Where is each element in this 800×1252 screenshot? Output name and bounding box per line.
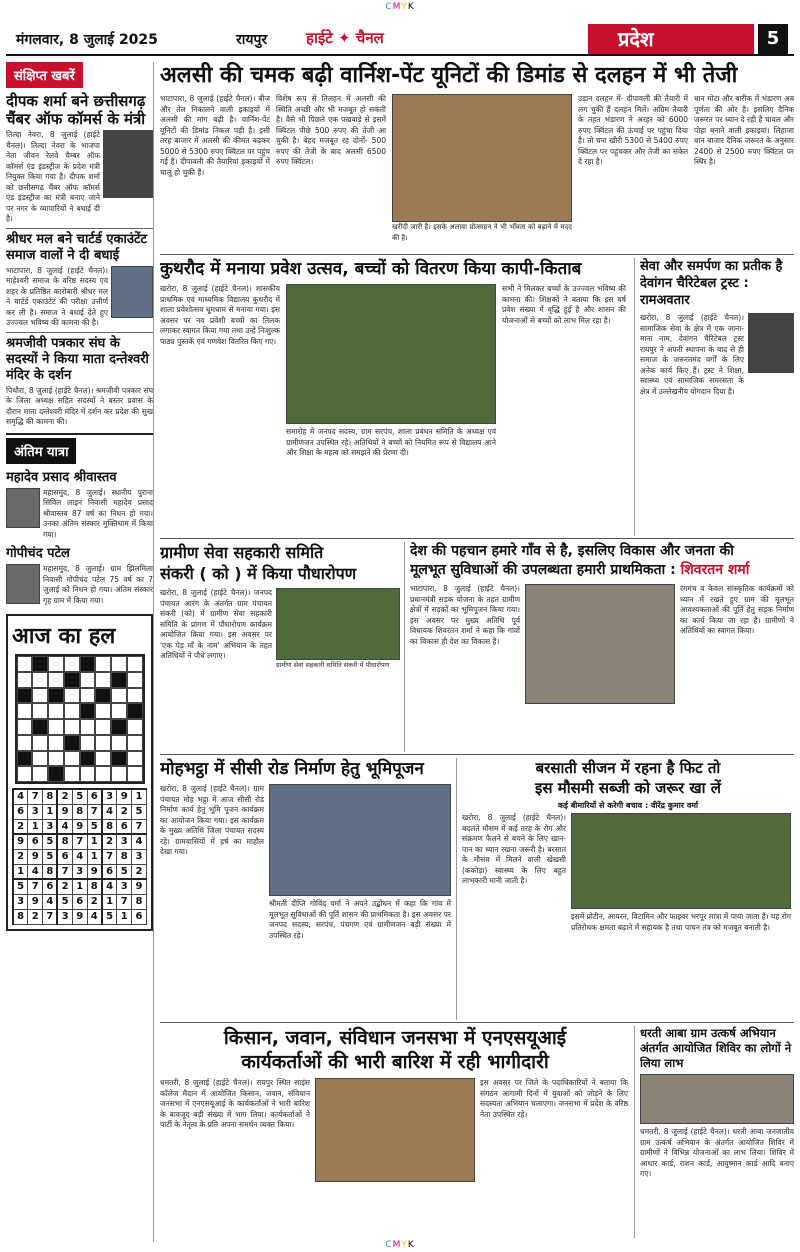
sudoku-cell: 3 <box>117 834 132 849</box>
sudoku-cell: 4 <box>28 864 43 879</box>
village-headline-1: देश की पहचान हमारे गाँव से है, इसलिए विकास और जनता की <box>410 543 734 559</box>
top-story-headline: अलसी की चमक बढ़ी वार्निश-पेंट यूनिटों की डिमांड से दलहन में भी तेजी <box>160 63 738 88</box>
sudoku-solution <box>12 788 147 925</box>
school-story-body-1: खरोरा, 8 जुलाई (हाईटे चैनल)। शासकीय प्राथमिक एवं माध्यमिक विद्यालय कुथरौद में शाला प्रवेशोत्सव धूमधाम से मनाया गया। इस अवसर पर नव प्रवेशी बच्चों का तिलक लगाकर स्वागत किया गया तथा उन्हें निःशुल्क पाठ्य पुस्तकें एवं गणवेश वितरित किए गए। <box>160 284 280 346</box>
sudoku-cell: 9 <box>13 834 28 849</box>
camp-story <box>640 1026 794 1238</box>
sudoku-cell: 8 <box>117 849 132 864</box>
camp-photo <box>640 1074 794 1124</box>
sudoku-cell: 9 <box>117 789 132 804</box>
sudoku-cell: 5 <box>87 819 102 834</box>
school-story-headline: कुथरौद में मनाया प्रवेश उत्सव, बच्चों को वितरण किया कापी-किताब <box>160 259 582 279</box>
nsui-headline-1: किसान, जवान, संविधान जनसभा में एनएसयूआई <box>223 1027 567 1049</box>
sudoku-row <box>13 909 147 924</box>
sudoku-cell: 6 <box>43 879 58 894</box>
trust-story-headline: सेवा और समर्पण का प्रतीक है देवांगन चैरिटेबल ट्रस्ट : रामअवतार <box>640 259 783 308</box>
solutions-title: आज का हल <box>12 624 116 649</box>
sudoku-row <box>13 864 147 879</box>
sudoku-row <box>13 789 147 804</box>
cc-road-photo <box>269 784 451 896</box>
sudoku-cell: 3 <box>43 819 58 834</box>
cc-road-story <box>160 758 452 1020</box>
sudoku-cell: 2 <box>13 849 28 864</box>
sudoku-cell: 7 <box>28 879 43 894</box>
sudoku-cell: 4 <box>87 909 102 924</box>
sudoku-cell: 5 <box>132 804 147 819</box>
plantation-story <box>160 542 400 752</box>
sudoku-cell: 4 <box>102 879 117 894</box>
village-photo <box>525 584 675 704</box>
vegetable-headline-1: बरसाती सीजन में रहना है फिट तो <box>535 759 721 777</box>
sudoku-cell: 1 <box>13 864 28 879</box>
cc-road-body: खरोरा, 8 जुलाई (हाईटे चैनल)। ग्राम पंचायत मोह भट्ठा में आज सीसी रोड निर्माण कार्य हेतु भूमि पूजन कार्यक्रम का आयोजन किया गया। इस कार्यक्रम के मुख्य अतिथि जिला पंचायत सदस्य रहे। ग्रामवासियों में हर्ष का माहौल देखा गया। <box>160 784 264 856</box>
school-story-body-3: सभी ने मिलकर बच्चों के उज्ज्वल भविष्य की कामना की। शिक्षकों ने बताया कि इस वर्ष प्रवेश संख्या में वृद्धि हुई है और शासन की योजनाओं से बच्चों को लाभ मिल रहा है। <box>502 284 626 325</box>
sudoku-cell: 9 <box>132 879 147 894</box>
sudoku-cell: 5 <box>13 879 28 894</box>
sudoku-cell: 8 <box>132 894 147 909</box>
plantation-photo <box>276 588 400 660</box>
school-story-photo <box>286 284 496 424</box>
brief-3-body: पिथौरा, 8 जुलाई (हाईटे चैनल)। श्रमजीवी पत्रकार संघ के जिला अध्यक्ष सहित सदस्यों ने बस्तर प्रवास के दौरान माता दन्तेश्वरी मंदिर में दर्शन कर प्रदेश की सुख समृद्धि की कामना की। <box>6 385 153 426</box>
nsui-photo <box>315 1078 475 1182</box>
top-story-photo <box>392 94 572 222</box>
plantation-caption: ग्रामीण सेवा सहकारी समिति संकरी में पौधारोपण <box>276 661 390 669</box>
school-story-body-2: समारोह में जनपद सदस्य, ग्राम सरपंच, शाला प्रबंधन समिति के अध्यक्ष एवं ग्रामीणजन उपस्थित रहे। अतिथियों ने बच्चों को नियमित रूप से विद्यालय आने और शिक्षा के महत्व को समझने की प्रेरणा दी। <box>286 427 496 457</box>
top-story-body-4: धान मोटा और बारीक में भंडारण अब पूर्णता की ओर है। इसलिए दैनिक जरूरत पर ध्यान दे रही है चावल और पोहा बनाने वाली इकाइयां। लिहाजा धान बाजार दैनिक जरूरत के अनुसार 2400 से 2500 रुपए क्विंटल पर स्थिर है। <box>694 94 794 166</box>
sudoku-cell: 7 <box>102 849 117 864</box>
nsui-headline-2: कार्यकर्ताओं की भारी बारिश में रही भागीदारी <box>241 1051 549 1073</box>
sudoku-cell: 9 <box>57 804 72 819</box>
left-column <box>6 62 154 1242</box>
brief-3-headline: श्रमजीवी पत्रकार संघ के सदस्यों ने किया माता दन्तेश्वरी मंदिर के दर्शन <box>6 332 153 384</box>
sudoku-cell: 9 <box>28 849 43 864</box>
sudoku-cell: 6 <box>102 864 117 879</box>
sudoku-row <box>13 819 147 834</box>
village-body-2: रंगमंच व केवल सांस्कृतिक कार्यक्रमों को ध्यान में रखते हुए ग्राम की मूलभूत आवश्यकताओं की पूर्ति हेतु सड़क निर्माण का कार्य किया जा रहा है। ग्रामीणों ने अतिथियों का स्वागत किया। <box>680 584 794 635</box>
village-headline-speaker: शिवरतन शर्मा <box>680 562 750 578</box>
plantation-headline-2: संकरी ( को ) में किया पौधारोपण <box>160 564 357 583</box>
cc-road-headline: मोहभट्ठा में सीसी रोड निर्माण हेतु भूमिपूजन <box>160 759 424 779</box>
sudoku-cell: 3 <box>132 849 147 864</box>
top-story-body-2: विशेष रूप से तिलहन में अलसी की स्थिति अच्छी और भी मजबूत हो सकती है। वैसे भी पिछले एक पखवाड़े से इसमें क्विंटल पीछे 500 रुपए की तेजी आ चुकी है। बेहद मजबूत रह दोनों- 500 रुपए की तेजी के बाद अलसी 6500 रुपए क्विंटल। <box>276 94 386 166</box>
school-story <box>160 258 630 536</box>
sudoku-cell: 2 <box>87 894 102 909</box>
cmyk-marker-top: CMYK <box>385 2 415 12</box>
cmyk-marker-bottom: CMYK <box>385 1240 415 1250</box>
masthead <box>6 22 794 56</box>
nsui-body-2: इस अवसर पर जिले के पदाधिकारियों ने बताया कि संगठन आगामी दिनों में युवाओं को जोड़ने के लिए सदस्यता अभियान चलाएगा। जनसभा में प्रदेश के वरिष्ठ नेता उपस्थित रहे। <box>480 1078 628 1119</box>
sudoku-cell: 3 <box>28 804 43 819</box>
vegetable-photo <box>571 813 791 909</box>
sudoku-cell: 5 <box>57 894 72 909</box>
sudoku-cell: 2 <box>57 789 72 804</box>
sudoku-cell: 8 <box>43 864 58 879</box>
sudoku-cell: 8 <box>102 819 117 834</box>
sudoku-cell: 6 <box>28 834 43 849</box>
obituary-2-photo <box>6 564 40 604</box>
sudoku-cell: 6 <box>117 819 132 834</box>
sudoku-cell: 1 <box>72 879 87 894</box>
monsoon-vegetable-story <box>462 758 794 1020</box>
sudoku-cell: 6 <box>87 789 102 804</box>
sudoku-cell: 7 <box>43 909 58 924</box>
sudoku-cell: 7 <box>72 834 87 849</box>
sudoku-cell: 5 <box>102 909 117 924</box>
sudoku-cell: 5 <box>43 849 58 864</box>
sudoku-cell: 9 <box>87 864 102 879</box>
plantation-body: खरोरा, 8 जुलाई (हाईटे चैनल)। जनपद पंचायत आरंग के अंतर्गत ग्राम पंचायत संकरी (को) में ग्रामीण सेवा सहकारी समिति के प्रांगण में पौधारोपण कार्यक्रम आयोजित किया गया। इस अवसर पर 'एक पेड़ माँ के नाम' अभियान के तहत अतिथियों ने पौधे लगाए। <box>160 588 272 660</box>
section-banner: प्रदेश <box>588 24 754 54</box>
sudoku-cell: 4 <box>102 804 117 819</box>
brief-2-body: भाटापारा, 8 जुलाई (हाईटे चैनल)। माहेश्वरी समाज के वरिष्ठ सदस्य एवं शहर के प्रतिष्ठित कारोबारी श्रीधर मल ने चार्टर्ड एकाउंटेंट की परीक्षा उत्तीर्ण कर ली है। समाज ने बधाई देते हुए उज्ज्वल भविष्य की कामना की है। <box>6 265 108 327</box>
obituary-1-name: महादेव प्रसाद श्रीवास्तव <box>6 469 117 485</box>
sudoku-cell: 8 <box>72 804 87 819</box>
sudoku-cell: 5 <box>117 864 132 879</box>
sudoku-cell: 2 <box>13 819 28 834</box>
sudoku-cell: 2 <box>28 909 43 924</box>
sudoku-cell: 6 <box>132 909 147 924</box>
sudoku-cell: 8 <box>43 789 58 804</box>
vegetable-body: खरोरा, 8 जुलाई (हाईटे चैनल)। बदलते मौसम में कई तरह के रोग और संक्रमण फैलने से बचने के लिए खान-पान का ध्यान रखना जरूरी है। बरसात के मौसम में मिलने वाली खेखसी (ककोड़ा) स्वास्थ्य के लिए बहुत लाभकारी मानी जाती है। <box>462 813 566 885</box>
sudoku-cell: 1 <box>132 789 147 804</box>
sudoku-row <box>13 849 147 864</box>
nsui-body-1: धमतरी, 8 जुलाई (हाईटे चैनल)। रायपुर स्थित साइंस कॉलेज मैदान में आयोजित किसान, जवान, संविधान जनसभा में एनएसयूआई के कार्यकर्ताओं ने भारी बारिश के बावजूद बड़ी संख्या में भाग लिया। कार्यकर्ताओं ने पार्टी के नेतृत्व के प्रति अपना समर्थन व्यक्त किया। <box>160 1078 310 1129</box>
sudoku-row <box>13 804 147 819</box>
camp-headline: धरती आबा ग्राम उत्कर्ष अभियान अंतर्गत आयोजित शिविर का लोगों ने लिया लाभ <box>640 1026 792 1070</box>
village-body-1: भाटापारा, 8 जुलाई (हाईटे चैनल)। प्रधानमंत्री सड़क योजना के तहत ग्रामीण क्षेत्रों में सड़कों का भूमिपूजन किया गया। इस अवसर पर मुख्य अतिथि पूर्व विधायक शिवरतन शर्मा ने कहा कि गांवों का विकास ही देश का विकास है। <box>410 584 520 646</box>
brief-news-tab: संक्षिप्त खबरें <box>6 62 83 88</box>
sudoku-cell: 5 <box>72 789 87 804</box>
trust-story <box>640 258 794 536</box>
trust-story-photo <box>748 313 794 373</box>
sudoku-cell: 3 <box>57 909 72 924</box>
sudoku-cell: 4 <box>132 834 147 849</box>
city-label: रायपुर <box>236 32 268 48</box>
cc-road-body-2: श्रीमती दीप्ति गोविंद वर्मा ने अपने उद्बोधन में कहा कि गांव में मूलभूत सुविधाओं की पूर्ति शासन की प्राथमिकता है। इस अवसर पर जनपद सदस्य, सरपंच, पंचगण एवं ग्रामीणजन बड़ी संख्या में उपस्थित रहे। <box>269 899 451 940</box>
crossword-solution <box>15 654 145 784</box>
sudoku-cell: 7 <box>57 864 72 879</box>
obituary-1-body: महासमुंद, 8 जुलाई। स्थानीय पुराना सिविल लाइन निवासी महादेव प्रसाद श्रीवास्तव 87 वर्ष का निधन हो गया। उनका अंतिम संस्कार मुक्तिधाम में किया गया। <box>43 487 153 539</box>
obituary-2-body: महासमुंद, 8 जुलाई। ग्राम झिलमिला निवासी गोपीचंद पटेल 75 वर्ष का 7 जुलाई को निधन हो गया। अंतिम संस्कार गृह ग्राम में किया गया। <box>43 564 153 605</box>
nsui-story <box>160 1026 630 1238</box>
sudoku-cell: 4 <box>43 894 58 909</box>
sudoku-cell: 6 <box>72 894 87 909</box>
sudoku-cell: 1 <box>28 819 43 834</box>
top-story-body-3: उड़ान दलहन में- दीपावली की तैयारी में लग चुकी हैं दलहन मिलें। अग्रिम तैयारी के तहत भंडारण ने अरहर को 6000 रुपए क्विंटल की ऊंचाई पर पहुंचा दिया है। तो चना खीरी 5300 से 5400 रुपए क्विंटल पर पहुंचकर और तेजी का संकेत दे रहा है। <box>578 94 688 166</box>
brief-1-headline: दीपक शर्मा बने छत्तीसगढ़ चैंबर ऑफ कॉमर्स के मंत्री <box>6 92 146 128</box>
sudoku-cell: 3 <box>102 789 117 804</box>
sudoku-cell: 3 <box>13 894 28 909</box>
sudoku-cell: 5 <box>43 834 58 849</box>
trust-story-body: खरोरा, 8 जुलाई (हाईटे चैनल)। सामाजिक सेवा के क्षेत्र में एक जाना-माना नाम, देवांगन चैरिटेबल ट्रस्ट रायपुर ने अपनी स्थापना के बाद से ही समाज के जरूरतमंद वर्गों के लिए अनेक कार्य किए हैं। ट्रस्ट ने शिक्षा, स्वास्थ्य एवं सामाजिक समरसता के क्षेत्र में उल्लेखनीय योगदान दिया है। <box>640 313 744 396</box>
brief-2-photo <box>111 266 153 318</box>
sudoku-cell: 1 <box>87 849 102 864</box>
village-headline-2: मूलभूत सुविधाओं की उपलब्धता हमारी प्राथमिकता : <box>410 562 681 578</box>
top-story-caption: खरीदी जारी है। इसके अलावा प्रोत्साहन ने भी भाँवता को बढ़ाने में मदद की है। <box>392 223 572 242</box>
vegetable-headline-2: इस मौसमी सब्जी को जरूर खा लें <box>535 779 721 797</box>
vegetable-subheadline: कई बीमारियों से करेगी बचाव : वीरेंद्र कुमार वर्मा <box>557 801 699 810</box>
sudoku-cell: 7 <box>132 819 147 834</box>
sudoku-cell: 8 <box>87 879 102 894</box>
sudoku-cell: 2 <box>102 834 117 849</box>
sudoku-cell: 9 <box>72 819 87 834</box>
sudoku-cell: 1 <box>43 804 58 819</box>
sudoku-cell: 6 <box>57 849 72 864</box>
top-story-body-1: भाटापारा, 8 जुलाई (हाईटे चैनल)। बीज और तेल निकालने वाली इकाइयों में अलसी की मांग बढ़ी है। वार्निश-पेंट यूनिटों की डिमांड निकल पड़ी है। इसी तरह बाजार में अलसी की कीमत बढ़कर 5000 से 5300 रुपए क्विंटल पर पहुंच गई है। दीपावली की तैयारियां इकाइयों में चालू हो चुकी हैं। <box>160 94 270 177</box>
sudoku-cell: 1 <box>117 909 132 924</box>
sudoku-row <box>13 834 147 849</box>
brief-1-photo <box>103 130 153 198</box>
sudoku-cell: 3 <box>72 864 87 879</box>
sudoku-cell: 4 <box>13 789 28 804</box>
obituary-1-photo <box>6 488 40 528</box>
sudoku-cell: 9 <box>72 909 87 924</box>
sudoku-row <box>13 879 147 894</box>
obituary-tab: अंतिम यात्रा <box>6 438 76 464</box>
sudoku-cell: 1 <box>102 894 117 909</box>
brief-1-body: तिल्दा नेवरा, 8 जुलाई (हाईटे चैनल)। तिल्दा नेवरा के भाजपा नेता जीवन रेलवे चैम्बर ऑफ कॉमर्स एंड इंडस्ट्रीज के प्रदेश मंत्री नियुक्त किया गया है। दीपक शर्मा को छत्तीसगढ़ चैंबर ऑफ कॉमर्स एंड इंडस्ट्रीज का मंत्री बनाए जाने पर नगर के व्यापारियों ने बधाई दी है। <box>6 130 100 223</box>
sudoku-cell: 8 <box>13 909 28 924</box>
top-story <box>160 62 794 252</box>
sudoku-cell: 2 <box>132 864 147 879</box>
sudoku-cell: 6 <box>13 804 28 819</box>
sudoku-cell: 7 <box>117 894 132 909</box>
sudoku-cell: 2 <box>57 879 72 894</box>
brand-logo: हाईटे ✦ चैनल <box>306 29 384 47</box>
sudoku-cell: 4 <box>57 819 72 834</box>
issue-date: मंगलवार, 8 जुलाई 2025 <box>16 32 158 48</box>
obituary-2-name: गोपीचंद पटेल <box>6 546 70 561</box>
camp-body: धमतरी, 8 जुलाई (हाईटे चैनल)। धरती आबा जनजातीय ग्राम उत्कर्ष अभियान के अंतर्गत आयोजित शिविर में ग्रामीणों ने विभिन्न योजनाओं का लाभ लिया। शिविर में आधार कार्ड, राशन कार्ड, आयुष्मान कार्ड आदि बनाए गए। <box>640 1127 794 1178</box>
vegetable-body-2: इसमें प्रोटीन, आयरन, विटामिन और फाइबर भरपूर मात्रा में पाया जाता है। यह रोग प्रतिरोधक क्षमता बढ़ाने में सहायक है तथा पाचन तंत्र को मजबूत बनाती है। <box>571 912 791 932</box>
sudoku-cell: 2 <box>117 804 132 819</box>
sudoku-row <box>13 894 147 909</box>
sudoku-cell: 4 <box>72 849 87 864</box>
plantation-headline-1: ग्रामीण सेवा सहकारी समिति <box>160 543 324 562</box>
sudoku-cell: 3 <box>117 879 132 894</box>
village-development-story <box>410 542 794 752</box>
sudoku-cell: 7 <box>28 789 43 804</box>
brief-2-headline: श्रीधर मल बने चार्टर्ड एकाउंटेंट समाज वालों ने दी बधाई <box>6 228 153 264</box>
sudoku-cell: 8 <box>57 834 72 849</box>
page-number: 5 <box>758 24 788 54</box>
sudoku-cell: 9 <box>28 894 43 909</box>
sudoku-cell: 1 <box>87 834 102 849</box>
sudoku-cell: 7 <box>87 804 102 819</box>
